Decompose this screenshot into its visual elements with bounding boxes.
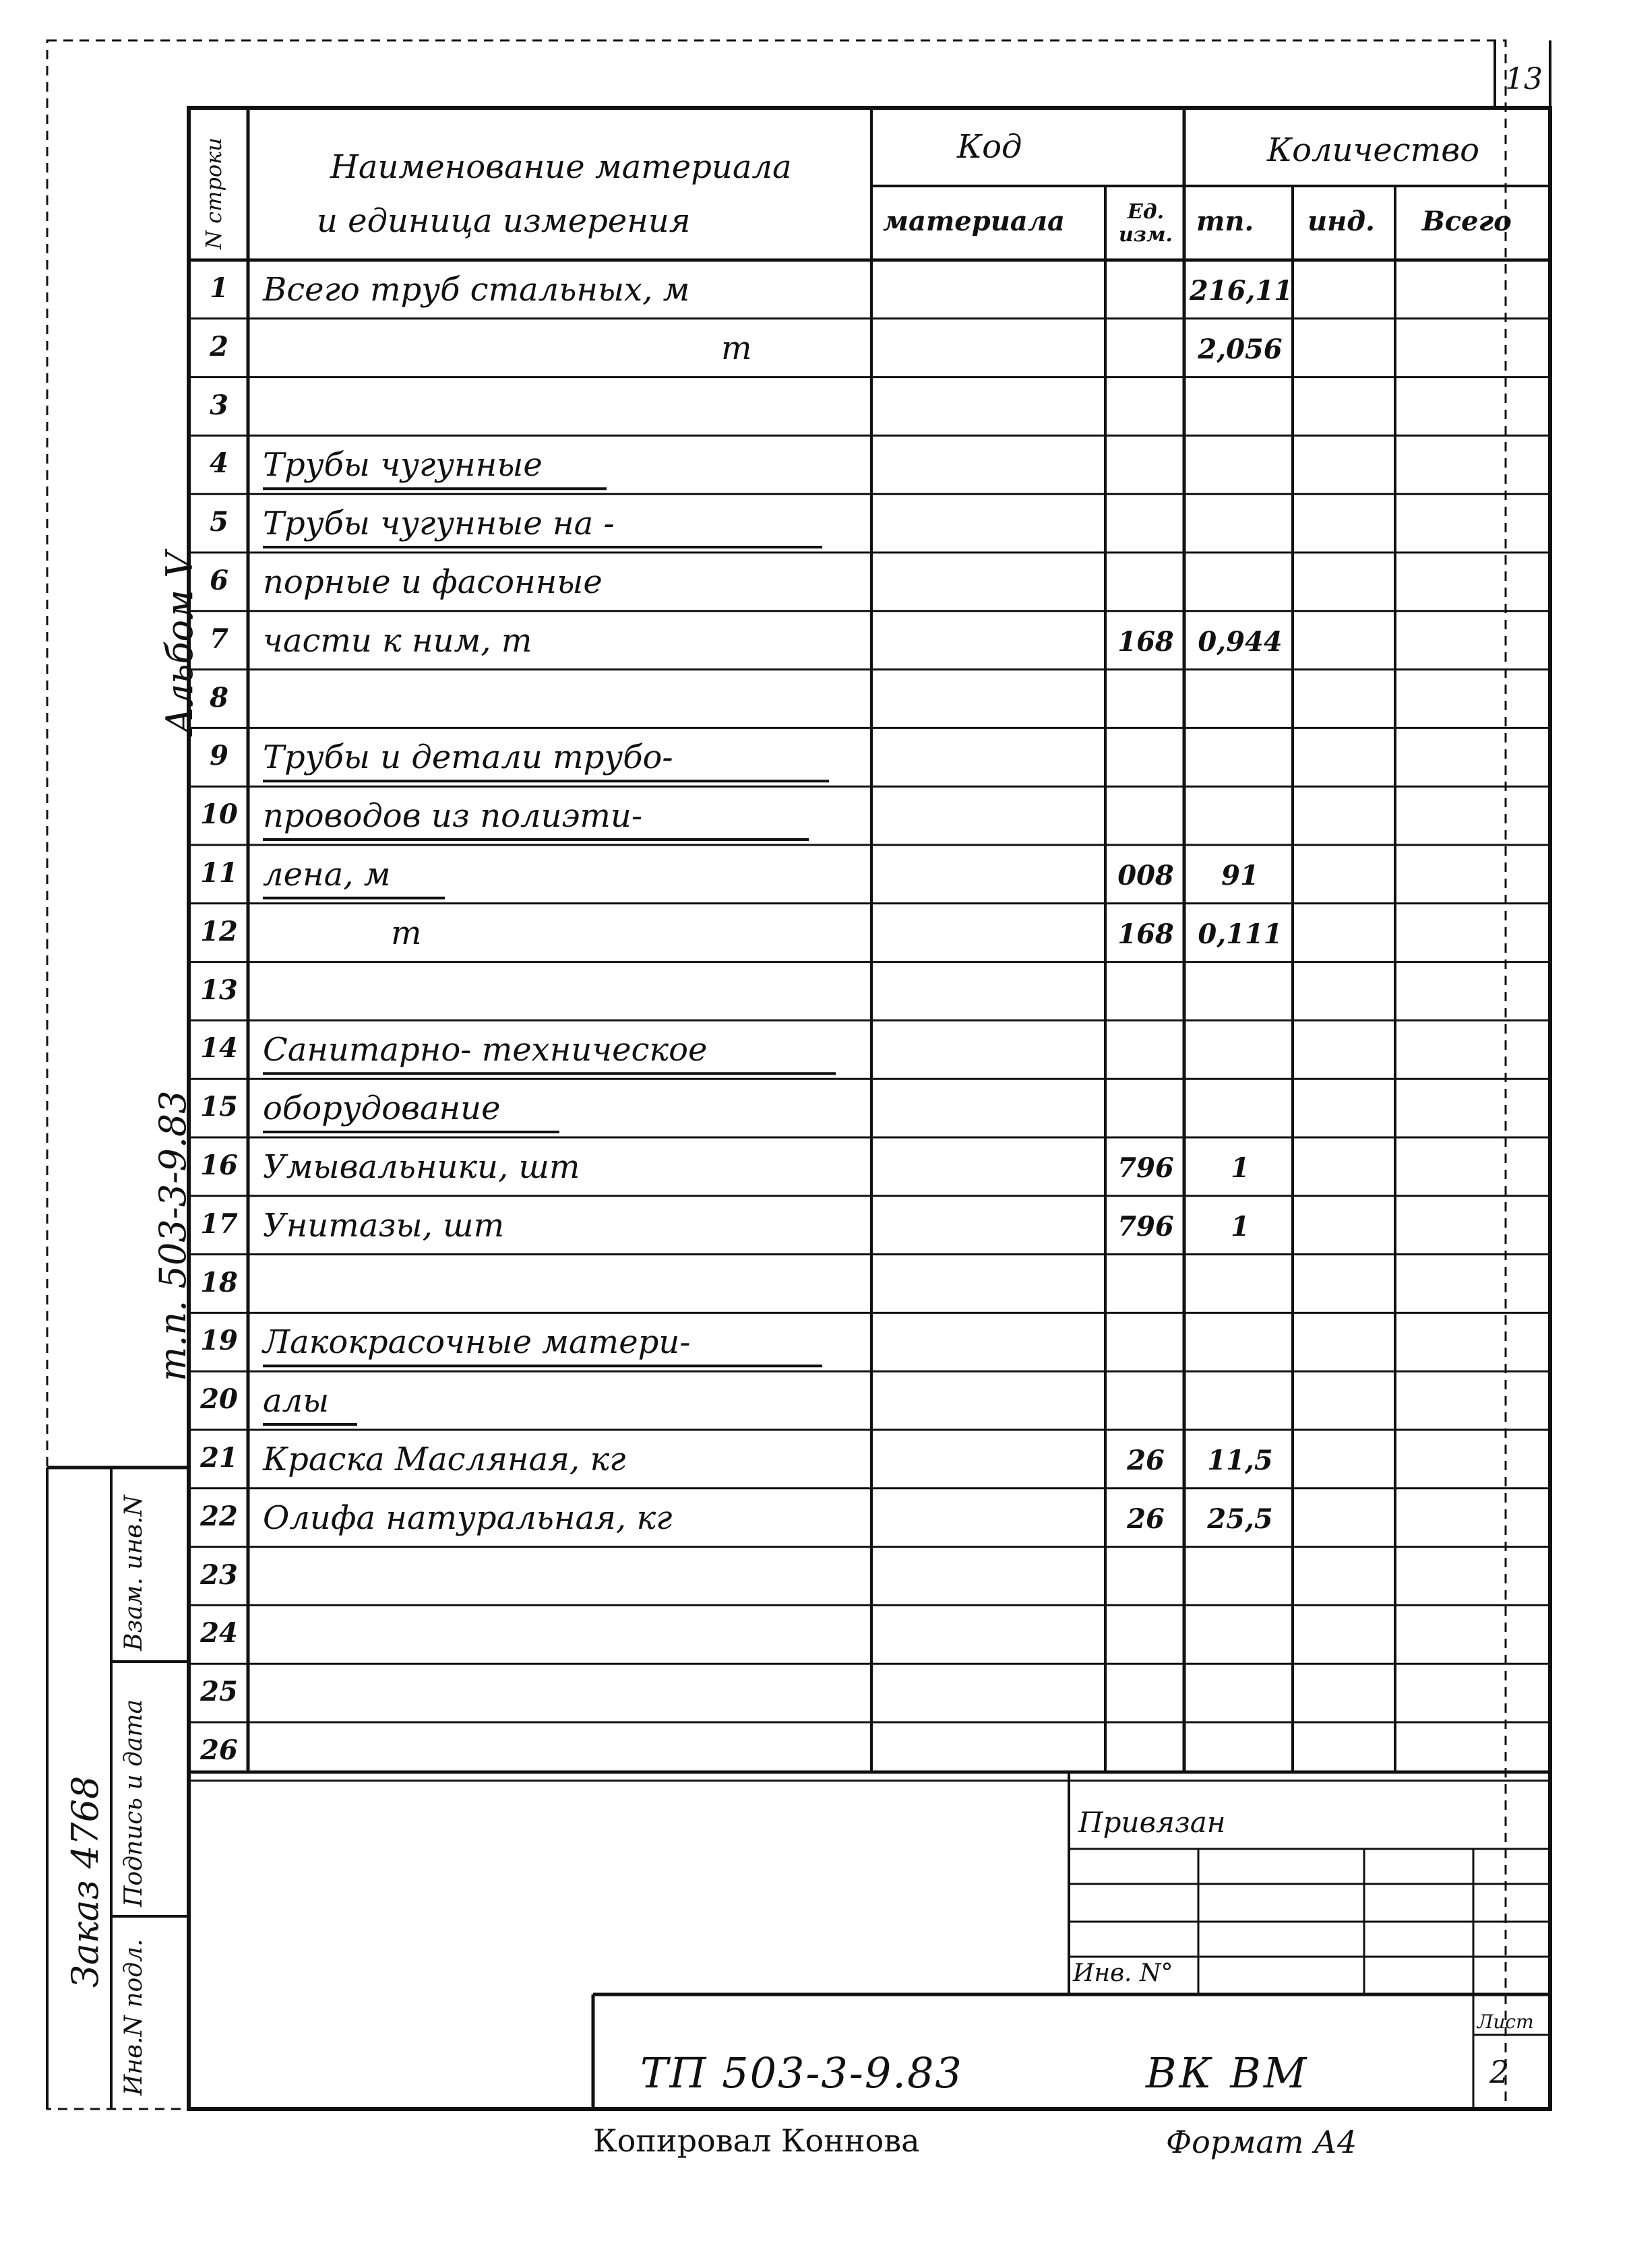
header-qty-total: Всего bbox=[1422, 206, 1512, 237]
row-number: 16 bbox=[200, 1149, 238, 1181]
header-name-line1: Наименование материала bbox=[330, 148, 792, 186]
row-number: 18 bbox=[200, 1266, 238, 1298]
unit-code: 168 bbox=[1117, 918, 1174, 950]
material-name: Всего труб стальных, м bbox=[263, 271, 690, 309]
material-name: алы bbox=[263, 1382, 330, 1420]
qty-tp: 0,111 bbox=[1198, 918, 1283, 950]
unit-code: 796 bbox=[1117, 1210, 1174, 1242]
row-number: 25 bbox=[200, 1676, 238, 1708]
qty-tp: 1 bbox=[1231, 1152, 1250, 1184]
qty-tp: 1 bbox=[1231, 1210, 1250, 1242]
side-vzam-inv: Взам. инв.N bbox=[120, 1494, 148, 1651]
header-code: Код bbox=[957, 128, 1022, 166]
row-number: 4 bbox=[210, 447, 228, 480]
footer-copied: Копировал Коннова bbox=[593, 2122, 920, 2159]
row-number: 5 bbox=[210, 506, 228, 538]
header-quantity: Количество bbox=[1267, 131, 1480, 169]
qty-tp: 2,056 bbox=[1198, 333, 1283, 365]
unit-code: 008 bbox=[1117, 860, 1174, 891]
stamp-doc-code: ТП 503-3-9.83 bbox=[640, 2048, 963, 2098]
material-name: Умывальники, шт bbox=[263, 1148, 580, 1186]
row-number: 9 bbox=[210, 740, 228, 772]
row-number: 7 bbox=[210, 623, 228, 655]
footer-format: Формат А4 bbox=[1166, 2124, 1357, 2160]
qty-tp: 11,5 bbox=[1207, 1445, 1273, 1476]
header-qty-tp: тп. bbox=[1196, 206, 1254, 237]
material-name: Санитарно- техническое bbox=[263, 1031, 708, 1069]
unit-code: 26 bbox=[1127, 1445, 1165, 1476]
row-number: 20 bbox=[200, 1383, 238, 1416]
material-name: Трубы чугунные bbox=[263, 446, 543, 484]
row-number: 6 bbox=[210, 565, 228, 596]
side-tp-code: т.п. 503-3-9.83 bbox=[152, 1090, 194, 1381]
row-number: 19 bbox=[200, 1325, 238, 1357]
row-number: 14 bbox=[200, 1032, 238, 1065]
side-sign-date: Подпись и дата bbox=[120, 1699, 148, 1907]
qty-tp: 91 bbox=[1221, 860, 1259, 891]
row-number: 22 bbox=[200, 1500, 238, 1532]
side-inv-orig: Инв.N подл. bbox=[120, 1939, 148, 2096]
row-number: 24 bbox=[200, 1617, 238, 1649]
row-number: 21 bbox=[200, 1442, 238, 1474]
header-name-line2: и единица измерения bbox=[317, 202, 691, 240]
header-qty-ind: инд. bbox=[1307, 206, 1375, 237]
header-code-unit: Ед. изм. bbox=[1119, 200, 1173, 247]
row-number: 17 bbox=[200, 1207, 238, 1240]
material-name: оборудование bbox=[263, 1090, 501, 1128]
row-number: 11 bbox=[200, 857, 238, 889]
material-name: порные и фасонные bbox=[263, 563, 603, 601]
unit-code: 168 bbox=[1117, 625, 1174, 658]
unit-code: 796 bbox=[1117, 1152, 1174, 1184]
side-order: Заказ 4768 bbox=[64, 1775, 106, 1988]
material-name: Трубы и детали трубо- bbox=[263, 738, 673, 777]
material-name: Олифа натуральная, кг bbox=[263, 1499, 673, 1537]
side-album: Альбом V bbox=[158, 551, 201, 734]
qty-tp: 25,5 bbox=[1207, 1503, 1273, 1535]
row-number: 2 bbox=[210, 330, 228, 363]
row-number: 8 bbox=[210, 681, 228, 714]
material-name: т bbox=[721, 329, 752, 367]
unit-code: 26 bbox=[1127, 1503, 1165, 1535]
material-name: Лакокрасочные матери- bbox=[263, 1323, 691, 1362]
header-row-number: N строки bbox=[201, 137, 226, 249]
row-number: 12 bbox=[200, 915, 238, 947]
material-name: Унитазы, шт bbox=[263, 1206, 505, 1245]
page-number: 13 bbox=[1505, 62, 1543, 96]
qty-tp: 216,11 bbox=[1190, 275, 1293, 307]
stamp-sheet-label: Лист bbox=[1477, 2011, 1534, 2033]
stamp-inv-no: Инв. N° bbox=[1073, 1959, 1173, 1987]
stamp-doc-type: ВК ВМ bbox=[1146, 2048, 1310, 2098]
stamp-sheet-no: 2 bbox=[1489, 2054, 1510, 2090]
material-name: т bbox=[391, 914, 422, 952]
row-number: 10 bbox=[200, 798, 238, 831]
row-number: 3 bbox=[210, 389, 228, 421]
qty-tp: 0,944 bbox=[1198, 625, 1283, 658]
header-code-material: материала bbox=[883, 206, 1065, 237]
row-number: 1 bbox=[210, 272, 228, 304]
material-name: лена, м bbox=[263, 856, 391, 893]
material-name: Краска Масляная, кг bbox=[263, 1441, 626, 1478]
row-number: 15 bbox=[200, 1091, 238, 1123]
row-number: 26 bbox=[200, 1734, 238, 1766]
stamp-privyazan: Привязан bbox=[1078, 1806, 1226, 1839]
row-number: 23 bbox=[200, 1558, 238, 1591]
row-number: 13 bbox=[200, 974, 238, 1006]
material-name: проводов из полиэти- bbox=[263, 797, 643, 836]
material-name: Трубы чугунные на - bbox=[263, 505, 615, 543]
material-name: части к ним, т bbox=[263, 621, 532, 660]
